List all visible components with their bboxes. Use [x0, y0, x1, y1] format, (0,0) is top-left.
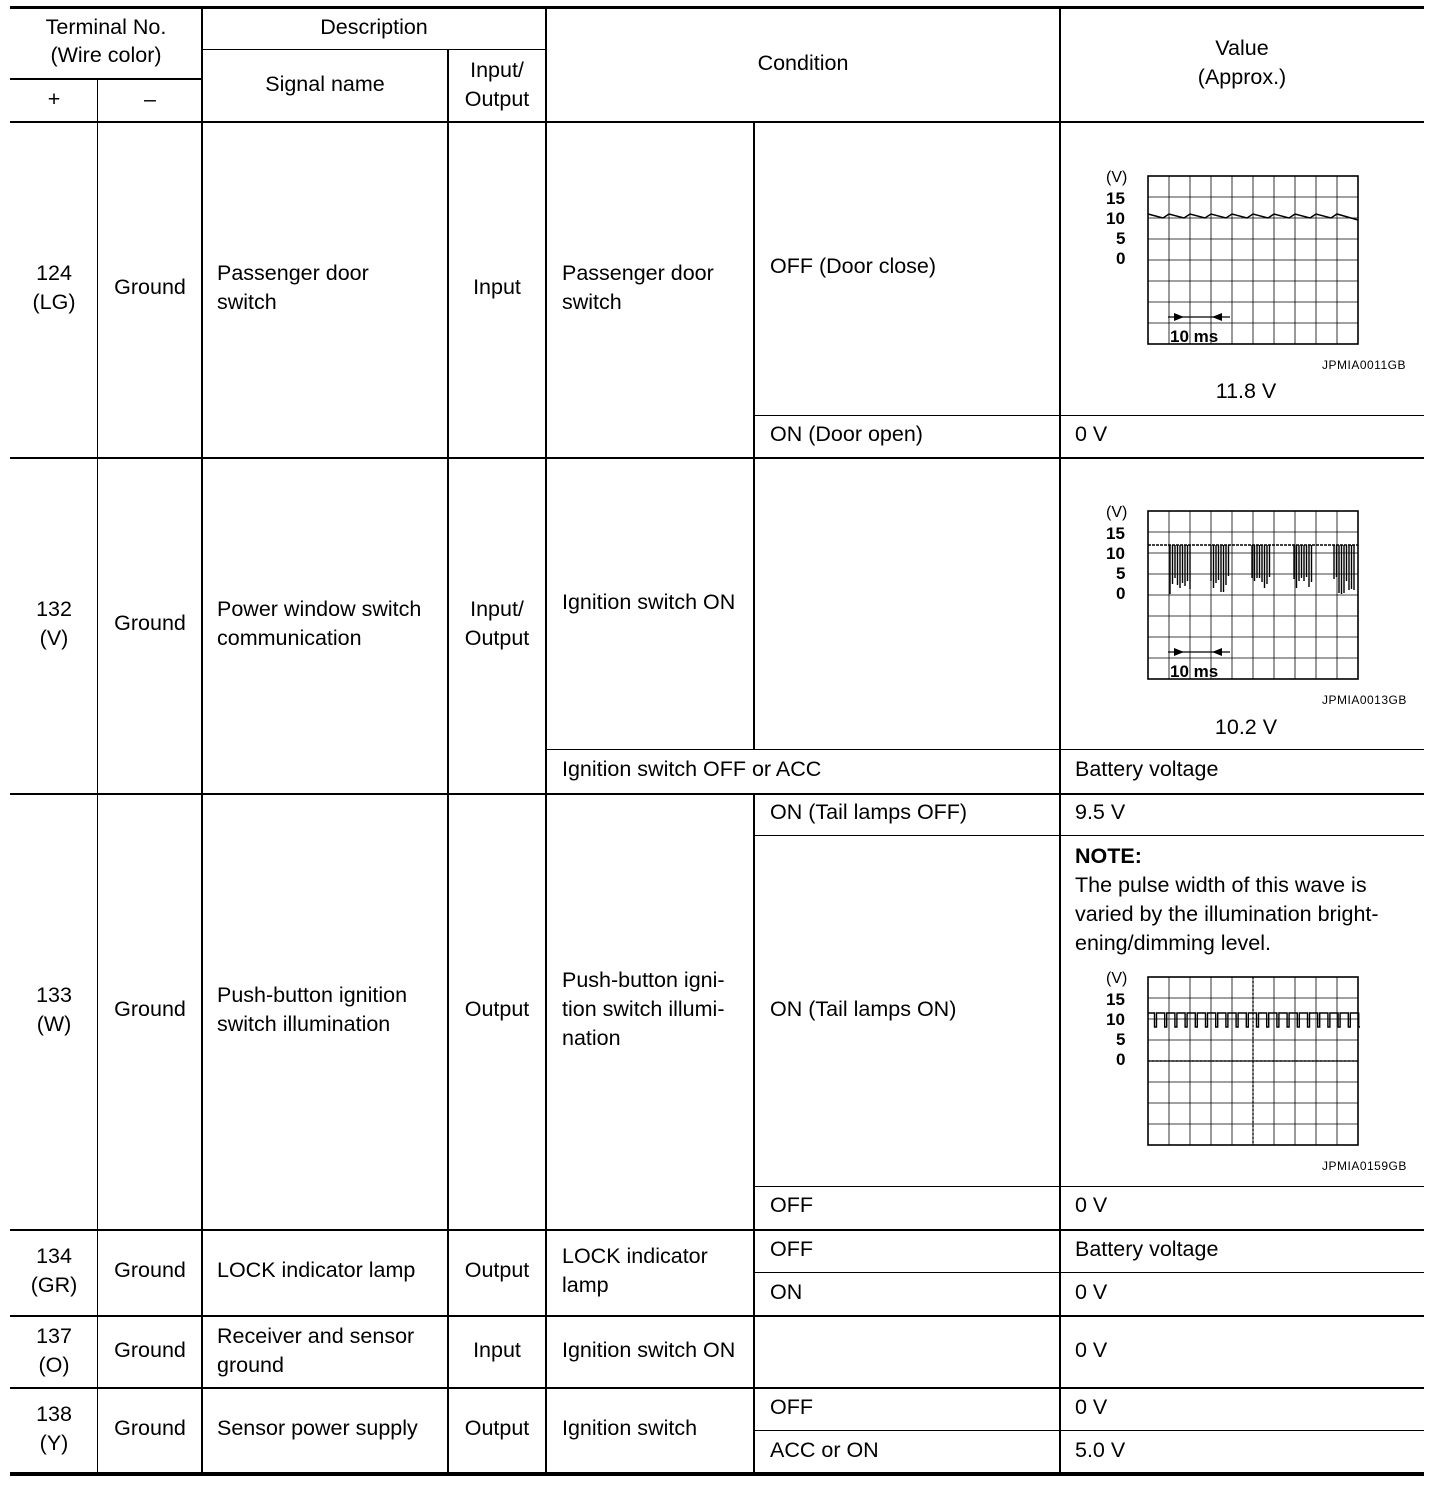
value-text: Battery voltage	[1075, 757, 1219, 781]
terminal-table	[10, 6, 1424, 1476]
header-value: Value	[1215, 36, 1269, 60]
state-label: ON (Door open)	[770, 422, 923, 446]
figure-code: JPMIA0159GB	[1322, 1159, 1407, 1173]
signal-name: Sensor power supply	[217, 1416, 418, 1440]
oscilloscope-waveform	[1100, 969, 1360, 1152]
state-label: ON (Tail lamps OFF)	[770, 800, 968, 824]
divider	[754, 1186, 1424, 1187]
unit-label: (V)	[1106, 504, 1128, 521]
y-tick: 0	[1116, 249, 1126, 268]
divider	[10, 78, 202, 80]
state-label: Ignition switch OFF or ACC	[562, 757, 822, 781]
note-text: ening/dimming level.	[1075, 931, 1271, 955]
row-divider	[10, 1387, 1424, 1389]
y-tick: 10	[1106, 544, 1125, 563]
divider	[545, 6, 547, 1474]
wire-color: (Y)	[39, 1431, 69, 1455]
state-label: OFF	[770, 1237, 813, 1261]
arrow-left-icon	[1212, 313, 1222, 321]
io-label: Output	[464, 1258, 530, 1282]
waveform-trace	[1148, 1013, 1360, 1061]
wire-color: (O)	[38, 1353, 70, 1377]
note-text: The pulse width of this wave is	[1075, 873, 1367, 897]
wire-color: (LG)	[32, 290, 76, 314]
unit-label: (V)	[1106, 169, 1128, 186]
condition-label: Passenger door	[562, 261, 714, 285]
state-label: ON (Tail lamps ON)	[770, 997, 957, 1021]
waveform-chart	[1100, 168, 1360, 346]
ground-label: Ground	[114, 275, 186, 299]
divider	[754, 415, 1424, 416]
io-label: Input/	[470, 597, 524, 621]
waveform-chart	[1100, 503, 1360, 681]
header-signal-name: Signal name	[265, 72, 385, 96]
signal-name: Receiver and sensor	[217, 1324, 415, 1348]
terminal-number: 134	[36, 1244, 72, 1268]
state-label: Ignition switch ON	[562, 1338, 736, 1362]
signal-name: Passenger door	[217, 261, 369, 285]
y-tick: 15	[1106, 524, 1125, 543]
header-plus: +	[47, 87, 61, 111]
time-div-label: 10 ms	[1170, 662, 1219, 681]
terminal-number: 124	[36, 261, 72, 285]
state-label: OFF	[770, 1395, 813, 1419]
row-divider	[10, 1315, 1424, 1317]
oscilloscope-waveform	[1100, 503, 1360, 686]
value-text: Battery voltage	[1075, 1237, 1219, 1261]
header-bottom-border	[10, 121, 1424, 123]
state-label: ACC or ON	[770, 1438, 879, 1462]
condition-label: nation	[562, 1026, 621, 1050]
signal-name: LOCK indicator lamp	[217, 1258, 416, 1282]
header-wire-color: (Wire color)	[50, 43, 162, 67]
header-io: Output	[464, 87, 530, 111]
y-tick: 10	[1106, 209, 1125, 228]
value-text: 9.5 V	[1075, 800, 1126, 824]
divider	[754, 1430, 1424, 1431]
oscilloscope-waveform	[1100, 168, 1360, 351]
row-divider	[10, 457, 1424, 459]
ground-label: Ground	[114, 997, 186, 1021]
signal-name: Push-button ignition	[217, 983, 408, 1007]
unit-label: (V)	[1106, 970, 1128, 987]
pwm-trace	[1148, 1013, 1360, 1027]
header-description: Description	[320, 15, 428, 39]
header-terminal: Terminal No.	[45, 15, 167, 39]
signal-name: switch	[217, 290, 277, 314]
header-io: Input/	[470, 58, 524, 82]
y-tick: 5	[1116, 229, 1126, 248]
header-minus: –	[144, 87, 156, 111]
header-condition: Condition	[757, 51, 849, 75]
value-text: 0 V	[1075, 1395, 1108, 1419]
value-text: 10.2 V	[1214, 715, 1278, 739]
io-label: Output	[464, 997, 530, 1021]
terminal-number: 133	[36, 983, 72, 1007]
ground-label: Ground	[114, 1338, 186, 1362]
signal-name: Power window switch	[217, 597, 422, 621]
terminal-number: 137	[36, 1324, 72, 1348]
io-label: Output	[464, 626, 530, 650]
condition-label: tion switch illumi-	[562, 997, 725, 1021]
table-bottom-border	[10, 1472, 1424, 1476]
arrow-left-icon	[1212, 648, 1222, 656]
header-value-approx: (Approx.)	[1197, 65, 1287, 89]
value-text: 0 V	[1075, 422, 1108, 446]
terminal-number: 138	[36, 1402, 72, 1426]
divider	[201, 6, 203, 1474]
ground-label: Ground	[114, 1416, 186, 1440]
signal-name: communication	[217, 626, 362, 650]
y-tick: 5	[1116, 564, 1126, 583]
condition-label: Ignition switch	[562, 1416, 698, 1440]
divider	[202, 49, 546, 50]
y-tick: 10	[1106, 1010, 1125, 1029]
io-label: Input	[473, 275, 521, 299]
condition-label: LOCK indicator	[562, 1244, 708, 1268]
divider	[754, 835, 1424, 836]
note-label: NOTE:	[1075, 844, 1142, 868]
time-div-label: 10 ms	[1170, 327, 1219, 346]
wire-color: (V)	[39, 626, 69, 650]
divider	[546, 749, 1424, 750]
y-tick: 5	[1116, 1030, 1126, 1049]
arrow-right-icon	[1174, 648, 1184, 656]
condition-label: lamp	[562, 1273, 609, 1297]
figure-code: JPMIA0011GB	[1322, 358, 1406, 372]
signal-name: switch illumination	[217, 1012, 391, 1036]
terminal-number: 132	[36, 597, 72, 621]
row-divider	[10, 1229, 1424, 1231]
y-tick: 0	[1116, 1050, 1126, 1069]
value-text: 0 V	[1075, 1338, 1108, 1362]
state-label: ON	[770, 1280, 803, 1304]
value-text: 0 V	[1075, 1280, 1108, 1304]
y-tick: 15	[1106, 189, 1125, 208]
state-label: OFF	[770, 1193, 813, 1217]
divider	[754, 1272, 1424, 1273]
condition-label: switch	[562, 290, 622, 314]
table-top-border	[10, 6, 1424, 9]
figure-code: JPMIA0013GB	[1322, 693, 1407, 707]
waveform-chart	[1100, 969, 1360, 1147]
signal-name: ground	[217, 1353, 284, 1377]
value-text: 11.8 V	[1215, 379, 1277, 403]
condition-label: Push-button igni-	[562, 968, 725, 992]
value-text: 0 V	[1075, 1193, 1108, 1217]
state-label: OFF (Door close)	[770, 254, 937, 278]
divider	[753, 122, 755, 749]
wire-color: (GR)	[30, 1273, 78, 1297]
wire-color: (W)	[36, 1012, 72, 1036]
divider	[753, 794, 755, 1474]
value-text: 5.0 V	[1075, 1438, 1126, 1462]
row-divider	[10, 793, 1424, 795]
io-label: Input	[473, 1338, 521, 1362]
io-label: Output	[464, 1416, 530, 1440]
arrow-right-icon	[1174, 313, 1184, 321]
y-tick: 0	[1116, 584, 1126, 603]
y-tick: 15	[1106, 990, 1125, 1009]
ground-label: Ground	[114, 1258, 186, 1282]
ground-label: Ground	[114, 611, 186, 635]
note-text: varied by the illumination bright-	[1075, 902, 1379, 926]
state-label: Ignition switch ON	[562, 590, 736, 614]
